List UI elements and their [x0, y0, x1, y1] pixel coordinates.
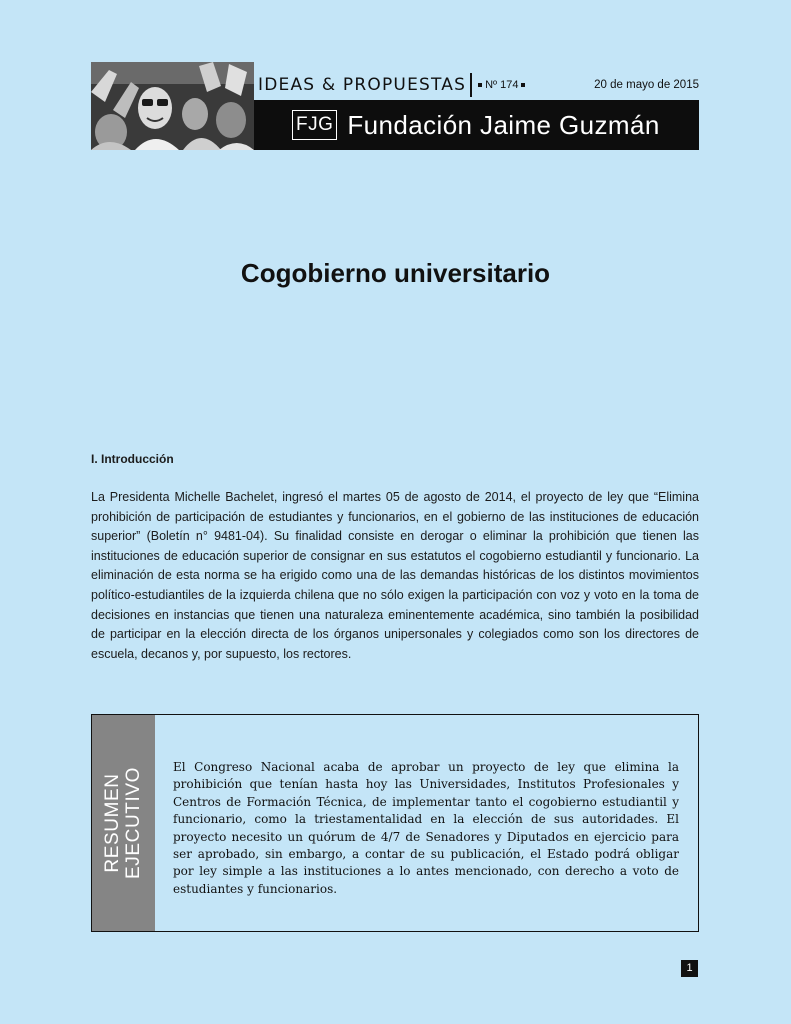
foundation-name-light: Jaime Guzmán [480, 109, 660, 140]
summary-side-panel [92, 715, 155, 931]
page-number: 1 [681, 960, 698, 977]
separator-bar [470, 73, 472, 97]
issue-date: 20 de mayo de 2015 [594, 79, 699, 91]
series-title: IDEAS & PROPUESTAS [258, 75, 467, 95]
crowd-photo-image [91, 62, 254, 150]
bullet-square-icon [478, 83, 482, 87]
summary-label [102, 767, 144, 879]
section-heading: I. Introducción [91, 452, 174, 466]
summary-label-line2: EJECUTIVO [123, 766, 144, 880]
foundation-name [347, 110, 659, 141]
summary-text: El Congreso Nacional acaba de aprobar un proyecto de ley que elimina la prohibición que tenían hasta hoy las Universidades, Institutos Profesionales y Centros de Formación Técnica, de implementar tanto el cogobierno estudiantil y funcionario, como la triestamentalidad en la elección de sus autoridades. El proyecto necesito un quórum de 4/7 de Senadores y Diputados en ejercicio para ser aprobado, sin embargo, a contar de su publicación, el Estado podrá obligar por ley simple a las instituciones a lo antes mencionado, con derecho a voto de estudiantes y funcionarios. [173, 760, 679, 896]
publication-header [91, 62, 699, 150]
summary-label-line1: RESUMEN [102, 773, 123, 873]
foundation-logo: FJG [292, 110, 337, 140]
foundation-band [254, 100, 699, 150]
document-title: Cogobierno universitario [240, 258, 551, 288]
executive-summary-box [91, 714, 699, 932]
intro-paragraph: La Presidenta Michelle Bachelet, ingresó el martes 05 de agosto de 2014, el proyecto de ley que “Elimina prohibición de participación de estudiantes y funcionarios, en el gobierno de las instituciones de educación superior” (Boletín n° 9481-04). Su finalidad consiste en derogar o eliminar la prohibición que tienen las instituciones de educación superior de consignar en sus estatutos el cogobierno estudiantil y funcionario. La eliminación de esta norma se ha erigido como una de las demandas históricas de los distintos movimientos político-estudiantiles de la izquierda chilena que no sólo exigen la participación con voz y voto en la toma de decisiones en instancias que tienen una naturaleza eminentemente académica, sino también la posibilidad de participar en la elección directa de los órganos unipersonales y colegiados como son los directores de escuela, decanos y, por supuesto, los rectores. [91, 490, 699, 661]
foundation-name-bold: Fundación [347, 109, 473, 140]
series-row [258, 72, 699, 98]
issue-number: Nº 174 [485, 79, 519, 91]
header-photo [91, 62, 254, 150]
bullet-square-icon [521, 83, 525, 87]
